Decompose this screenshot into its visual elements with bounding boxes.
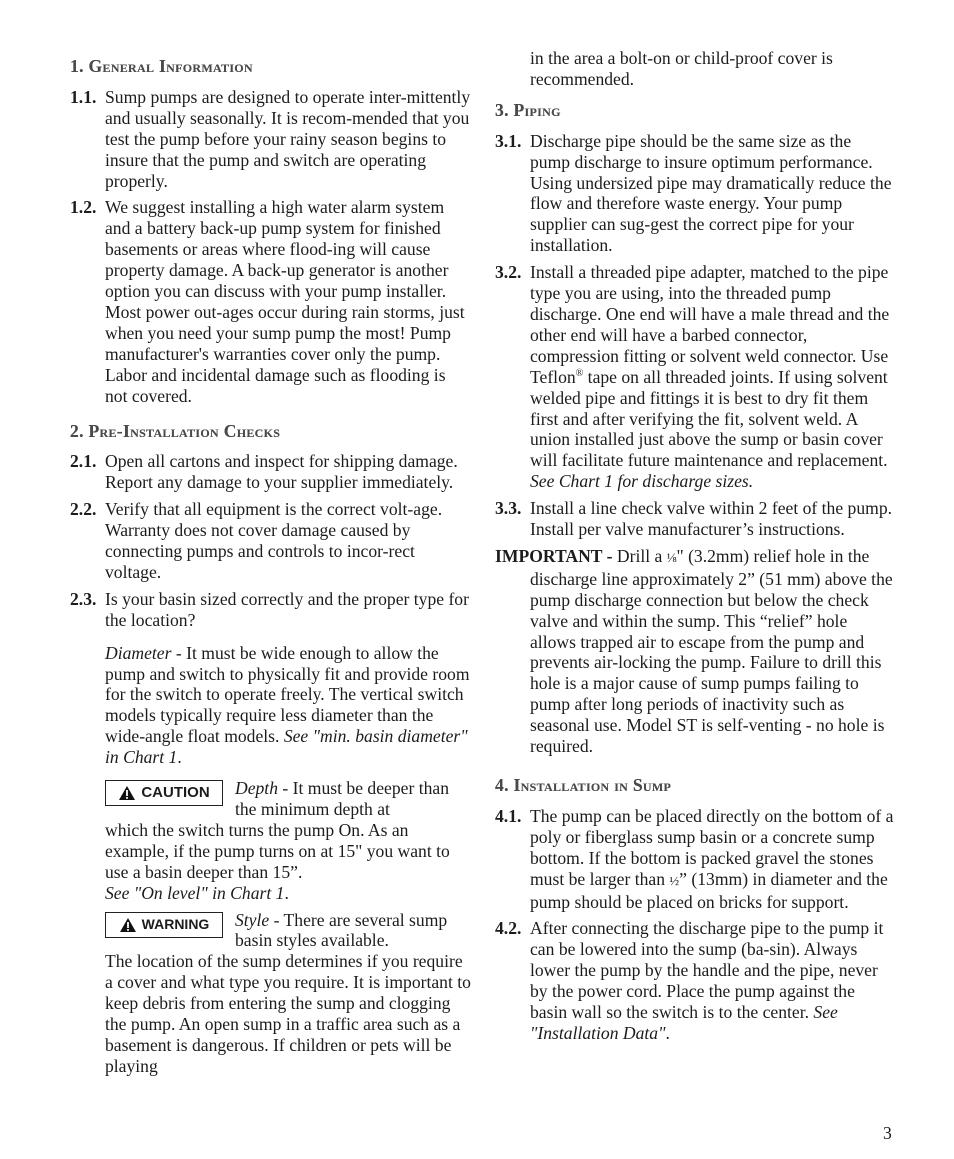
warning-triangle-icon xyxy=(118,785,136,801)
style-block xyxy=(70,910,472,1077)
section-heading-piping: 3. Piping xyxy=(495,99,561,120)
item-text: Install a threaded pipe adapter, matched to the pipe type you are using, into the threaded pump discharge. One end will have a male thread and the other end will have a barbed connector, compression fitting or solvent weld connector. Use Teflon® tape on all threaded joints. If using solvent welded pipe and fittings it is best to dry fit them first and after verifying the fit, solvent weld. A union installed just above the sump or basin cover will facilitate future maintenance and replacement. See Chart 1 for discharge sizes. xyxy=(530,262,890,492)
important-label: IMPORTANT - xyxy=(495,545,613,566)
registered-mark: ® xyxy=(575,367,584,379)
item-number: 2.3. xyxy=(70,588,97,609)
data-ref: "Installation Data" xyxy=(530,1022,666,1043)
item-text: Open all cartons and inspect for shipping damage. Report any damage to your supplier immediately. xyxy=(105,451,458,493)
list-item xyxy=(495,262,895,492)
diameter-paragraph xyxy=(70,643,472,768)
list-item xyxy=(70,87,472,192)
list-item xyxy=(70,197,472,406)
see-ref: See " xyxy=(283,726,321,747)
chart-ref: min. basin diameter xyxy=(320,726,461,747)
warning-label: WARNING xyxy=(141,916,210,933)
list-item xyxy=(495,806,895,913)
section-heading-general: 1. General Information xyxy=(70,56,253,76)
caution-badge xyxy=(105,780,223,806)
fraction: ⅛ xyxy=(666,549,677,565)
list-item xyxy=(70,451,472,493)
item-number: 3.3. xyxy=(495,498,522,519)
chart-ref-end: " in Chart 1 xyxy=(200,882,285,903)
item-text: After connecting the discharge pipe to the pump it can be lowered into the sump (ba-sin). Always lower the pump by the handle and the pipe, never by the power cord. Place the pump against the basin wall so the switch is to the center. See "Installation Data". xyxy=(530,918,884,1043)
right-column xyxy=(495,48,895,1050)
diameter-label: Diameter xyxy=(105,642,172,663)
list-item xyxy=(70,589,472,631)
item-number: 2.2. xyxy=(70,499,97,520)
item-text: Verify that all equipment is the correct volt-age. Warranty does not cover damage caused by connecting pumps and controls to incor-rect voltage. xyxy=(105,499,443,582)
chart-ref: On level xyxy=(141,882,201,903)
page-number: 3 xyxy=(883,1123,892,1143)
depth-text: - It must be deeper than the minimum depth at xyxy=(235,778,449,819)
item-text: We suggest installing a high water alarm system and a battery back-up pump system for finished basements or areas where flood-ing will cause property damage. A back-up generator is another option you can discuss with your pump installer. Most power out-ages occur during rain storms, just when you need your sump pump the most! Pump manufacturer's warranties cover only the pump. Labor and incidental damage such as flooding is not covered. xyxy=(105,197,465,406)
list-item xyxy=(495,498,895,540)
style-label: Style xyxy=(235,909,270,930)
fraction: ½ xyxy=(669,872,680,888)
item-number: 4.2. xyxy=(495,918,522,939)
important-note: IMPORTANT - Drill a ⅛" (3.2mm) relief hole in the discharge line approximately 2” (51 mm) above the pump discharge connection but below the check valve and within the sump. This “relief” hole allows trapped air to escape from the pump and prevents air-locking the pump. Failure to drill this hole is a major cause of sump pumps failing to pump after long periods of inactivity such as seasonal use. Model ST is self-venting - no hole is required. xyxy=(495,545,893,757)
item-number: 3.1. xyxy=(495,130,522,151)
section-heading-preinstall: 2. Pre-Installation Checks xyxy=(70,420,281,441)
section-heading-installation: 4. Installation in Sump xyxy=(495,775,672,795)
list-item xyxy=(495,918,895,1043)
style-text-continued: in the area a bolt-on or child-proof cover is recommended. xyxy=(530,48,833,89)
item-text: Is your basin sized correctly and the proper type for the location? xyxy=(105,588,469,630)
style-text: - There are several sump basin styles available. xyxy=(235,909,448,951)
style-text-continued: The location of the sump determines if you require a cover and what type you require. It is important to keep debris from entering the sump and clogging the pump. An open sump in a traffic area such as a basement is dangerous. If children or pets will be playing xyxy=(105,951,471,1076)
item-text: Sump pumps are designed to operate inter-mittently and usually seasonally. It is recom-mended that you test the pump before your rainy season begins to insure that the pump and switch are operating properly. xyxy=(105,86,471,191)
depth-label: Depth xyxy=(235,778,278,799)
see-ref: See xyxy=(813,1002,838,1023)
list-item xyxy=(70,499,472,583)
item-number: 1.2. xyxy=(70,197,97,218)
item-text: Install a line check valve within 2 feet of the pump. Install per valve manufacturer’s instructions. xyxy=(530,498,893,540)
diameter-text: - It must be wide enough to allow the pump and switch to physically fit and provide room for the switch to operate freely. The vertical switch models typically require less diameter than the wide-angle float models. xyxy=(105,642,470,747)
chart-ref: See Chart 1 for discharge sizes. xyxy=(530,471,754,492)
warning-badge xyxy=(105,912,223,938)
item-number: 2.1. xyxy=(70,451,97,472)
item-number: 3.2. xyxy=(495,262,522,283)
caution-label: CAUTION xyxy=(141,783,210,801)
depth-text-continued: which the switch turns the pump On. As an example, if the pump turns on at 15" you want to use a basin deeper than 15”. xyxy=(105,819,450,882)
chart-ref-end: " in Chart 1 xyxy=(105,726,468,768)
item-text: The pump can be placed directly on the bottom of a poly or fiberglass sump basin or a concrete sump bottom. If the bottom is packed gravel the stones must be larger than ½” (13mm) in diameter and the pump should be placed on bricks for support. xyxy=(530,805,894,912)
item-text: Discharge pipe should be the same size as the pump discharge to insure optimum performance. Using undersized pipe may dramatically reduce the flow and therefore waste energy. Your pump supplier can sug-gest the correct pipe for your installation. xyxy=(530,130,892,256)
period: . xyxy=(177,747,182,768)
item-number: 4.1. xyxy=(495,805,522,826)
left-column xyxy=(70,48,472,1077)
period: . xyxy=(284,882,289,903)
period: . xyxy=(665,1022,670,1043)
warning-triangle-icon xyxy=(119,917,137,933)
depth-block xyxy=(70,778,472,903)
list-item xyxy=(495,131,895,256)
see-ref: See " xyxy=(105,882,142,903)
item-number: 1.1. xyxy=(70,86,97,107)
